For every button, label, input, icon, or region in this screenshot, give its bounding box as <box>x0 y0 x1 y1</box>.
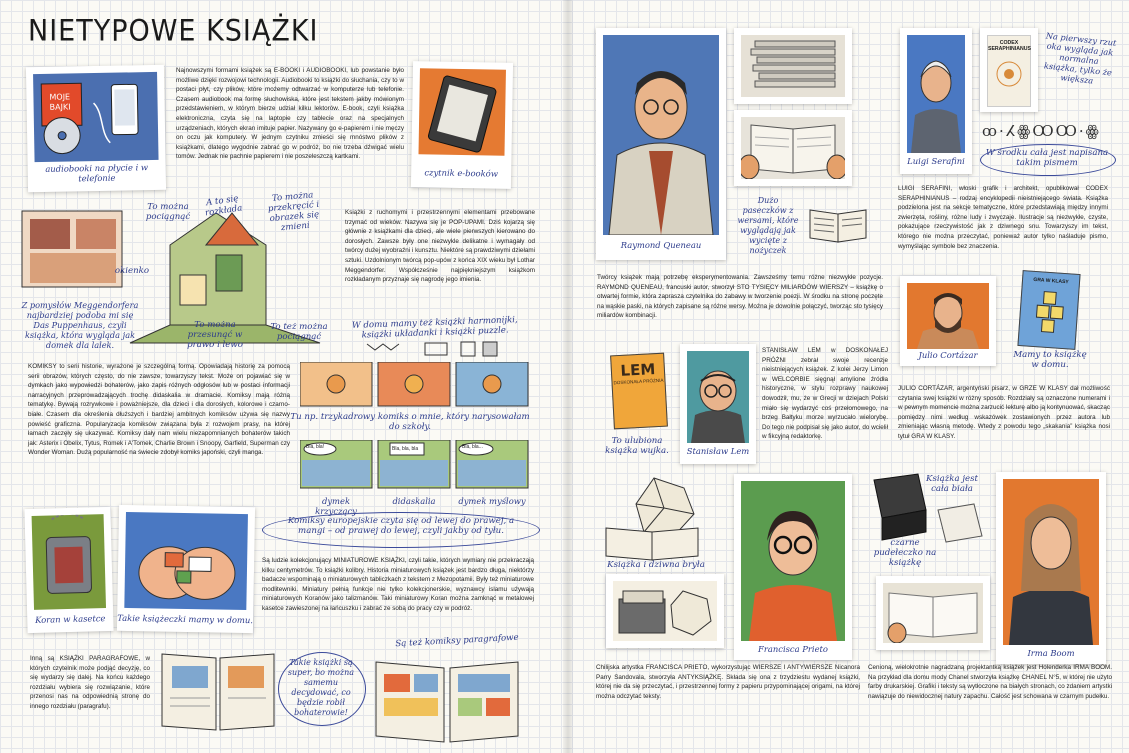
serafini-caption: Luigi Serafini <box>907 156 965 166</box>
harmonica-note: W domu mamy też książki harmonijki, książki układanki i książki puzzle. <box>351 315 518 341</box>
prieto-note: Książka i dziwna bryła <box>607 560 705 570</box>
lem-cover-subtitle: DOSKONAŁA PRÓŻNIA <box>613 377 664 386</box>
codex-photo <box>980 28 1038 112</box>
manga-note: Komiksy europejskie czyta się od lewej do prawej, a mangi – od prawej do lewej, czyli jakby od tyłu. <box>287 516 515 536</box>
prieto-photo <box>734 474 852 660</box>
queneau-text: Twórcy książek mają potrzebę eksperymentowania. Zawsześmy temu różne niezwykłe pozycje. RAYMOND QUENEAU, francuski autor, stworzył STO TYSIĘCY MILIARDÓW WIERSZY – książkę o otwartej formie, która zaprasza czytelnika do zabawy w tworzenie poezji. W środku na stronę poczęte na wąskie paski, na których zapisane są różne wersy. Można je dowolnie połączyć, tworząc sto tysięcy miliardów kombinacji. <box>597 274 883 320</box>
gra-w-klasy-cover <box>1017 270 1080 350</box>
popup-text: Książki z ruchomymi i przestrzennymi elementami przebowane trzymać od wieków. Nazywa się je POP-UPAMI. Dziś kojarzą się głównie z książkami dla dzieci, ale wiele pierwszych kierowano do dorosłych. Zawsze były one niezwykle delikatne i wymagały od twórcy dużej wyobraźni i kunsztu. Niektóre są prawdziwymi dziełami sztuki. Uzdolnionym twórcą pop-upów z końca XIX wieku był Lothar Meggendorfer. Współcześnie najpiękniejszym książkom rozkładanym przyznaje się nagrodę jego imienia. <box>345 209 535 284</box>
comic-bubble-1: Bla, bla! <box>306 444 325 450</box>
miniature-text: Są ludzie kolekcjonujący MINIATUROWE KSIĄŻKI, czyli takie, których wymiary nie przekraczają kilku centymetrów. To książki kolibry. Historia miniaturowych książek jest bardzo długa, niektórzy badacze wspominają o miniaturowych tabliczkach z tekstem z Mezopotamii. Były też miniaturowe modlitewniki. Miniatury pełnią funkcje nie tylko kolekcjonerskie, wyznawcy islamu używają miniaturowych Koranów jako talizmanów. Taki miniaturowy Koran można zamknąć w metalowej kasetce zawieszonej na łańcuszku i zabrać ze sobą do pracy czy w podróż. <box>262 557 534 612</box>
gra-cover-title: GRA W KLASY <box>1033 276 1069 286</box>
koran-illustration <box>32 514 106 610</box>
boom-caption: Irma Boom <box>1027 648 1075 658</box>
comic-label-didaskalia: didaskalia <box>392 496 436 506</box>
ebook-caption: czytnik e-booków <box>424 167 499 179</box>
svg-text:MOJE: MOJE <box>49 92 71 102</box>
boom-book-photo <box>876 576 990 650</box>
comic-label-shout: dymek krzyczący <box>315 496 357 516</box>
comic-caption: Tu np. trzykadrowy komiks o mnie, który narysowałam do szkoły. <box>290 412 530 432</box>
meggendorfer-note: Z pomysłów Meggendorfera najbardziej podoba mi się Das Puppenhaus, czyli książka, która wygląda jak domek dla lalek. <box>21 300 139 350</box>
popup-note-slide: To można przesunąć w prawo i lewo <box>187 320 243 350</box>
box-note2: czarne pudełeczko na książkę <box>873 538 937 568</box>
lem-cover-title: LEM <box>620 360 656 380</box>
boom-text: Cenioną, wielokrotnie nagradzaną projektantką książek jest Holenderka IRMA BOOM. Na przykład dla domu mody Chanel stworzyła książkę CHANEL N°5, w której nie użyto farby drukarskiej. Grafiki i teksty są wytłoczone na białych stronach, co zdaniem artystki nawiązuje do niewidocznej natury zapachu. Całość jest schowana w czarnym pudełku. <box>868 664 1112 700</box>
lem-photo <box>680 344 756 464</box>
boom-book <box>883 583 983 643</box>
koran-caption: Koran w kasetce <box>35 613 106 625</box>
strips-photo-1 <box>734 28 852 104</box>
gamebook-book-1 <box>158 648 278 734</box>
strips-illustration-2 <box>741 117 845 179</box>
cortazar-photo <box>900 276 996 366</box>
queneau-portrait <box>603 35 719 235</box>
mini-books-photo <box>117 505 255 633</box>
lem-caption: Stanisław Lem <box>686 446 750 456</box>
serafini-portrait <box>907 35 965 153</box>
cortazar-caption: Julio Cortázar <box>918 350 978 360</box>
ebook-photo <box>411 61 513 189</box>
comic-bubble-3: Bla, bla... <box>462 444 483 450</box>
codex-cover-title: CODEX SERAPHINIANUS <box>988 40 1031 52</box>
mini-books-illustration <box>124 512 248 610</box>
prieto-book-illustration <box>600 474 726 566</box>
popup-note-unfold: A to się rozkłada <box>204 193 243 219</box>
gamebook-text: Inną są KSIĄŻKI PARAGRAFOWE, w których czytelnik może podjąć decyzję, co się wydarzy się dalej. Na końcu każdego rozdziału wybiera się rozwiązanie, które przenosi nas na odpowiednią stronę do innego rozdziału (paragrafu). <box>30 655 150 710</box>
strips-note: Dużo paseczków z wersami, które wyglądają jak wycięte z nożyczek <box>737 196 799 255</box>
page-title: NIETYPOWE KSIĄŻKI <box>28 14 319 49</box>
prieto-objects-photo <box>606 574 724 648</box>
book-gutter <box>563 0 573 753</box>
koran-photo <box>24 507 113 633</box>
prieto-objects <box>613 581 717 641</box>
lem-portrait <box>687 351 749 443</box>
popup-note-window: okienko <box>114 266 150 276</box>
mini-books-caption: Takie książeczki mamy w domu. <box>117 612 254 626</box>
cortazar-note: Mamy to książkę w domu. <box>1013 350 1087 370</box>
boom-portrait <box>1003 479 1099 645</box>
strips-small-book <box>808 202 868 246</box>
comic-bubble-2: Bla, bla, bla <box>392 446 419 452</box>
gamebook-book-2 <box>372 656 522 746</box>
lem-text: STANISŁAW LEM w DOSKONAŁEJ PRÓŻNI zebrał swoje recenzje nieistniejących książek. Z kolei Jerzy Limon w WELCORBIE sięgnął amylione źródła historyczne, w stylu rozprawy naukowej dowodził, mu, że w Grecji w dziejach Polski miało się wydarzyć coś przełomowego, na brzeg Bałtyku morze wyrzucało wielorybę. Do tego nie podpisał się jako autor, do wcielił w fikcyjną redaktorkę. <box>762 347 888 441</box>
harmonica-icons <box>365 340 515 358</box>
gamebook-bubble: Takie książki są super, bo można samemu decydować, co będzie robił bohaterowie! <box>287 658 355 717</box>
ebook-illustration <box>418 68 505 155</box>
audiobook-illustration <box>33 72 159 162</box>
audiobook-photo <box>26 65 166 192</box>
strips-photo-2 <box>734 110 852 186</box>
codex-cover <box>987 35 1031 107</box>
serafini-photo <box>900 28 972 174</box>
popup-note-pull2: To też można pociągnąć <box>270 322 328 342</box>
comic-label-thought: dymek myślowy <box>458 496 526 506</box>
strips-illustration-1 <box>741 35 845 97</box>
svg-text:BAJKI: BAJKI <box>49 102 71 112</box>
popup-note-pull: To można pociągnąć <box>145 202 191 222</box>
boom-photo <box>996 472 1106 664</box>
queneau-photo <box>596 28 726 260</box>
prieto-text: Chilijska artystka FRANCISCA PRIETO, wykorzystując WIERSZE I ANTYWIERSZE Nicanora Parry Sandovala, stworzyła ANTYKSIĄŻKĘ. Składa się ona z trzydziestu wydanej książki, której nie da się przeczytać, i przestrzennej formy z papieru przypominającej origami, na której można odczytać teksty. <box>596 664 860 700</box>
audiobook-caption: audiobooki na płycie i w telefonie <box>45 162 149 184</box>
lem-note: To ulubiona książka wujka. <box>605 436 669 456</box>
queneau-caption: Raymond Queneau <box>620 240 702 250</box>
serafini-text: LUIGI SERAFINI, włoski grafik i architekt, opublikował CODEX SERAPHINIANUS – rodzaj encyklopedii nieistniejącego świata. Książka podzielona jest na sekcje tematyczne, które przedstawiają między innymi zwierzęta, rośliny, różne ludy i zwyczaje. Ilustracje są niezwykłe, czyste, pokazujące rzeczywistość jak z dziwnego snu. Towarzyszy im tekst, którego nie można przeczytać, ponieważ autor tylko naśladuje pismo, wymyślając symbole bez znaczenia. <box>898 185 1108 250</box>
cortazar-portrait <box>907 283 989 349</box>
intro-text: Najnowszymi formami książek są E-BOOKI i AUDIOBOOKI, lub powstanie było możliwe dzięki rozwojowi technologii. Audiobooki to książki do słuchania, czy to w postaci płyt, czy plików, które możemy odtwarzać w komputerze lub telefonie. Czasem audiobook ma formę słuchowiska, które jest tekstem jakby mówionym przedstawieniem, w którym bierze udział kilku lektorów. E-book, czyli książka elektroniczna, czyta się na laptopie czy tablecie oraz na specjalnych urządzeniach, których ekran imituje papier. Nazywany go e-papierem i nie męczy on oczu jak komputery. W jednym czytniku zmieści się mnóstwo plików z książkami, dlatego wygodnie zabrać go w podróż, bo nie trzeba dźwigać wielu tomów. Jednak nie pachnie papierem i nie poszeleszczą kartkami. <box>176 67 404 161</box>
comics-text: KOMIKSY to serii historie, wyrażone je szczególną formą. Opowiadają historię za pomocą serii obrazów, których często, do nie zawsze, towarzyszy tekst. Może on pojawiać się w dymkach jako wypowiedzi bohaterów, jako zapis różnych odgłosów lub w postaci informacji narracyjnych przeprowadzających trochę didaskalia w dramacie. Komiksy mają różną tematykę. Bywają rozrywkowe i poważniejsze, dla dzieci i dla dorosłych, kolorowe i czarno-białe. Czasem dla określenia dłuższych i bardziej ambitnych komiksów używa się nazwy powieść graficzna. Popularyzacja komiksów związana była z rozwojem prasy, na której łamach zaczęły się ukazywać. Komiksy dały nam wielu niezapomnianych bohaterów takich jak: Asterix i Obelix, Tytus, Romek i A'Tomek, Charlie Brown i Snoopy, Garfield, Superman czy Wonder Woman. Dużą popularność na świecie zdobył komiks japoński, czyli manga. <box>28 363 290 457</box>
gamebook-comic-note: Są też komiksy paragrafowe <box>395 632 519 650</box>
box-note: Książka jest cała biała <box>926 474 978 494</box>
popup-note-rotate: To można przekręcić i obrazek się zmieni <box>267 190 320 234</box>
cortazar-text: JULIO CORTÁZAR, argentyński pisarz, w GRZE W KLASY dał możliwość czytania swej książki w różny sposób. Rozdziały są oznaczone numerami i w pewnym momencie można zarzucić lekturę albo ją kontynuować, skacząc pomiędzy nimi według wskazówek zostawionych przez autora lub zmieniając własną metodę. Wtedy z powodu tego „skakania” książka nosi tytuł GRA W KLASY. <box>898 385 1110 440</box>
prieto-portrait <box>741 481 845 641</box>
codex-note: Na pierwszy rzut oka wygląda jak normalna książka, tylko że większa <box>1043 30 1117 86</box>
comic-strip-top <box>300 362 530 408</box>
codex-script: ꝏ·ⵃꙮꝎꝎ·ꙮ <box>982 122 1101 140</box>
lem-book-cover <box>610 353 668 430</box>
prieto-caption: Francisca Prieto <box>758 644 828 654</box>
codex-note2: W środku cała jest napisana takim pismem <box>985 148 1109 168</box>
